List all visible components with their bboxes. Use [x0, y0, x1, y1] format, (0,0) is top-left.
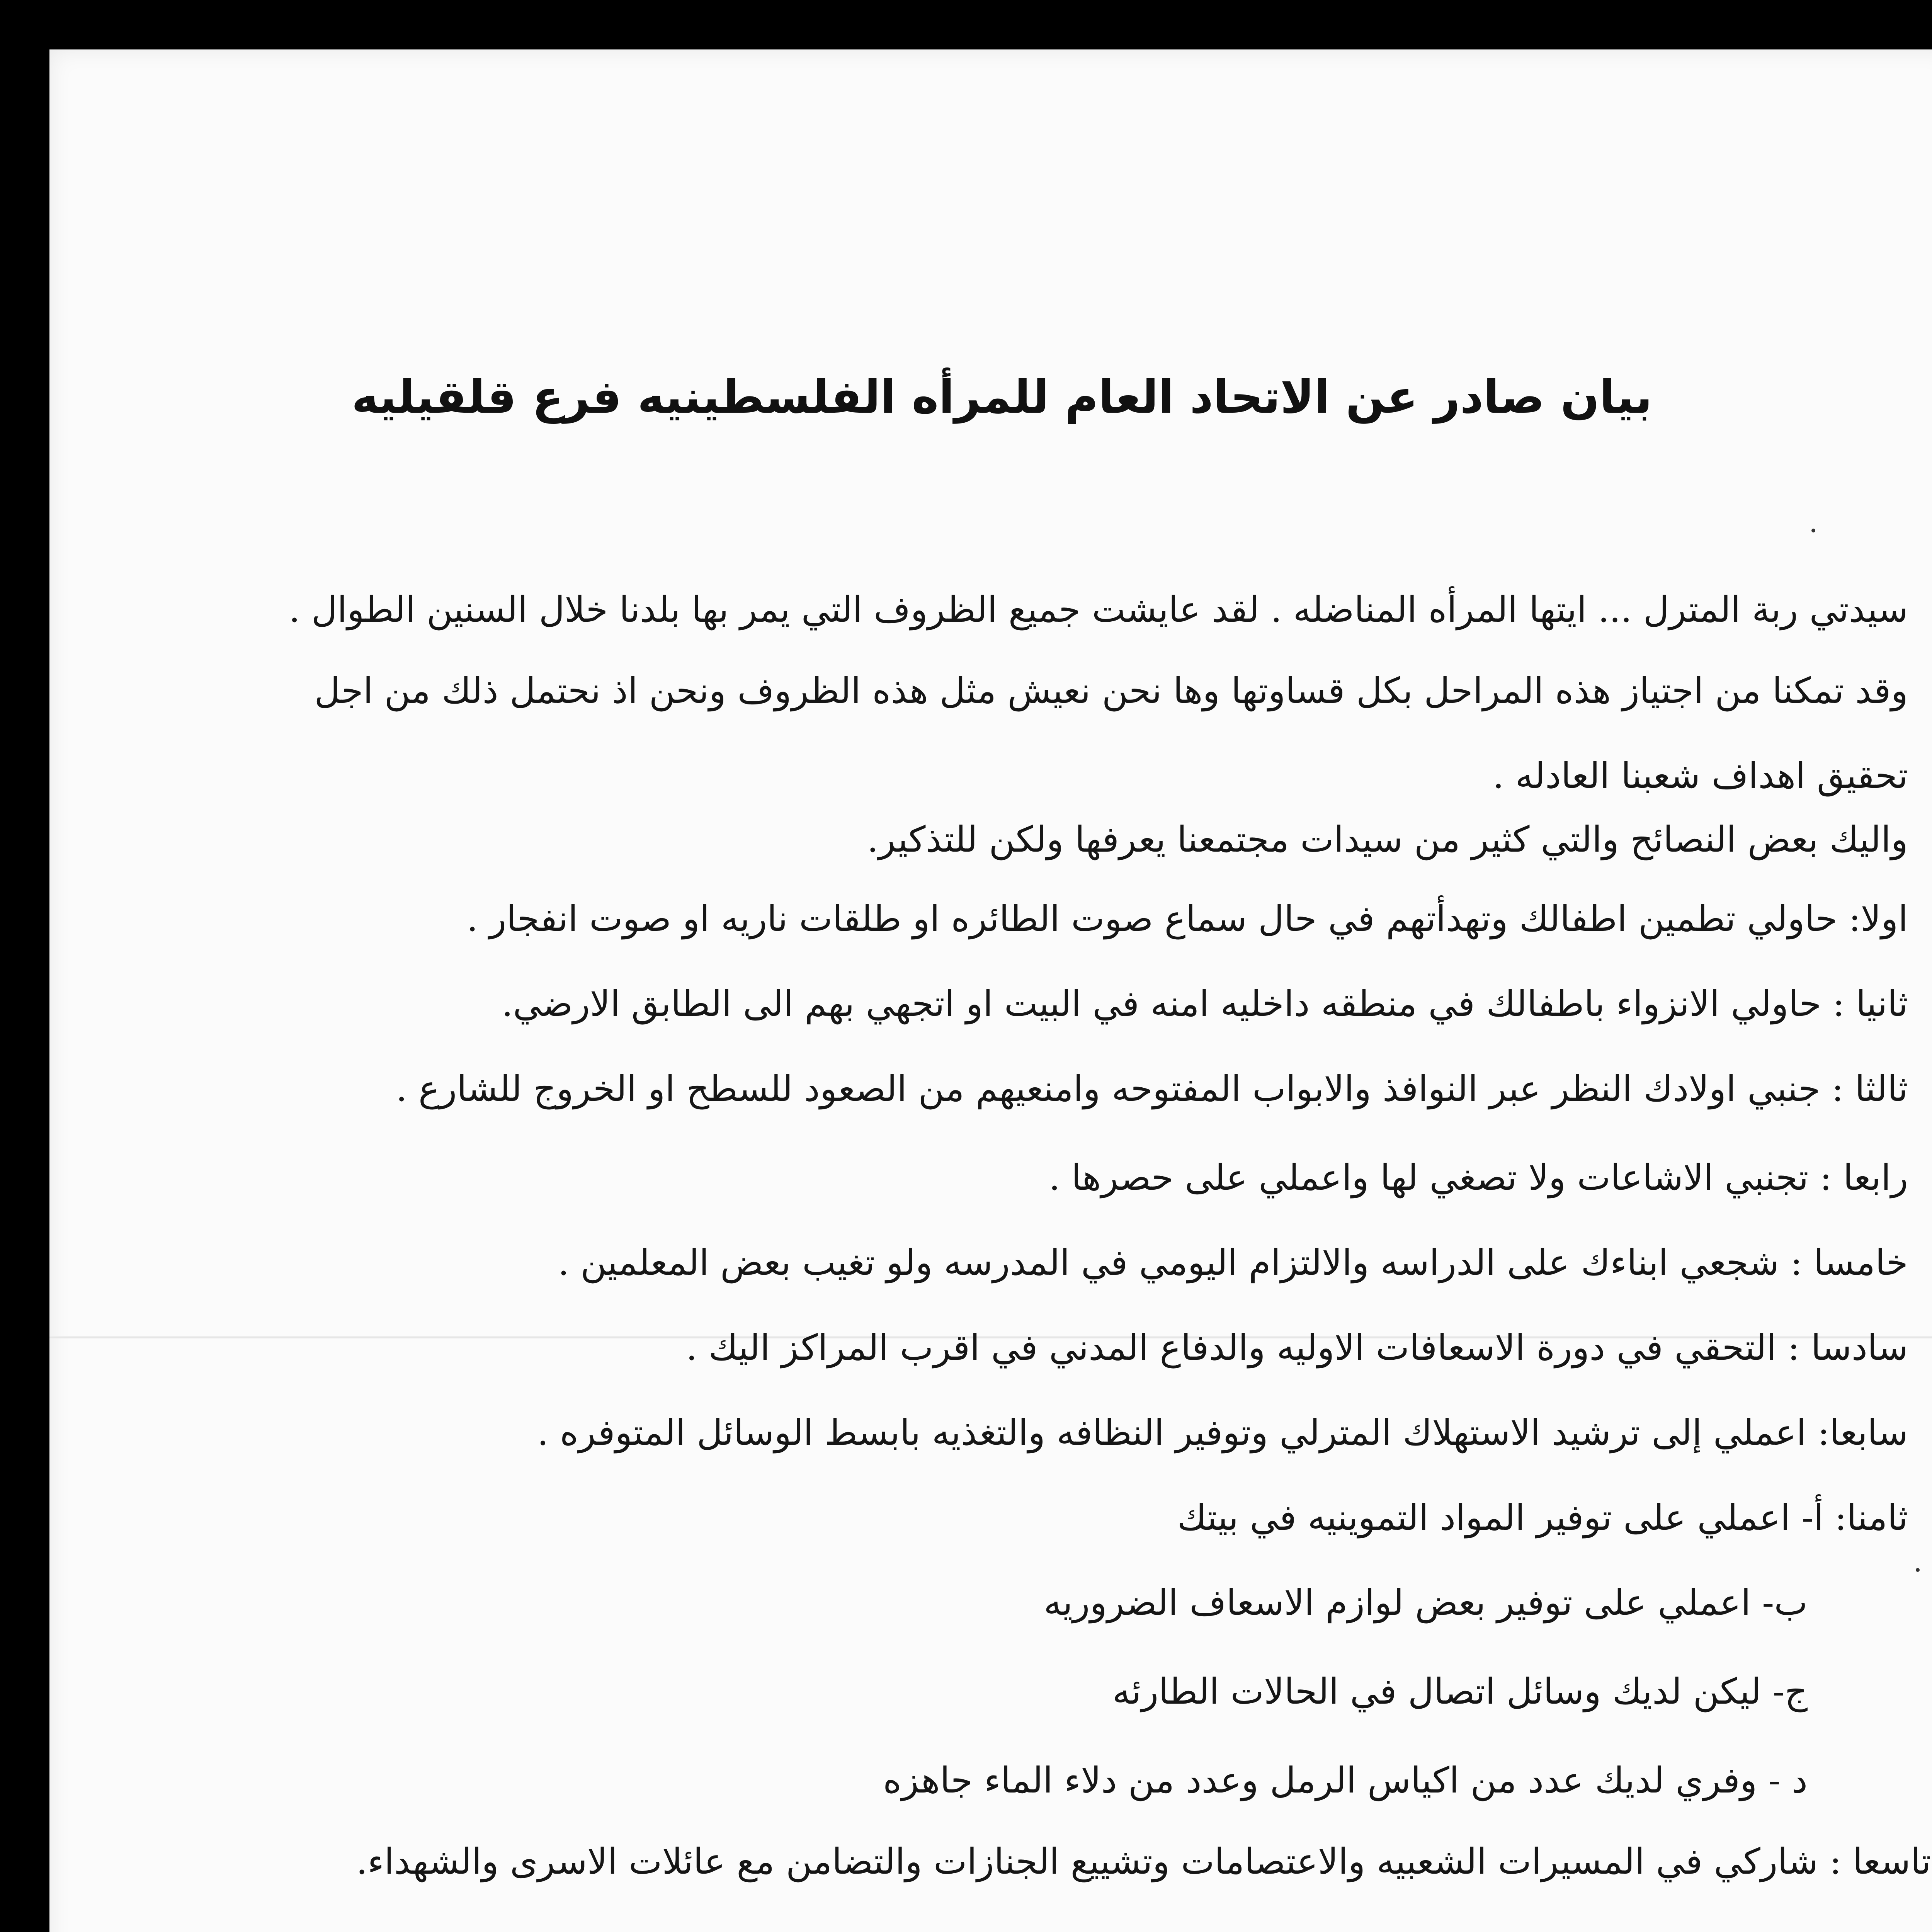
paragraph-line: وقد تمكنا من اجتياز هذه المراحل بكل قساوتها وها نحن نعيش مثل هذه الظروف ونحن اذ نحتمل ذلك من اجل — [314, 670, 1908, 711]
document-title: بيان صادر عن الاتحاد العام للمرأه الفلسطينيه فرع قلقيليه — [351, 370, 1653, 423]
list-item: سابعا: اعملي إلى ترشيد الاستهلاك المترلي وتوفير النظافه والتغذيه بابسط الوسائل المتوفره . — [537, 1412, 1908, 1453]
list-item: ثالثا : جنبي اولادك النظر عبر النوافذ والابواب المفتوحه وامنعيهم من الصعود للسطح او الخروج للشارع . — [396, 1068, 1908, 1109]
ink-speck — [1916, 1568, 1920, 1572]
list-item: سادسا : التحقي في دورة الاسعافات الاوليه والدفاع المدني في اقرب المراكز اليك . — [686, 1327, 1908, 1368]
paragraph-line: تحقيق اهداف شعبنا العادله . — [1493, 755, 1908, 796]
sub-item: ب- اعملي على توفير بعض لوازم الاسعاف الضروريه — [1044, 1582, 1808, 1623]
list-item: ثامنا: أ- اعملي على توفير المواد التموينيه في بيتك — [1177, 1497, 1908, 1538]
list-item: خامسا : شجعي ابناءك على الدراسه والالتزام اليومي في المدرسه ولو تغيب بعض المعلمين . — [558, 1242, 1908, 1283]
list-item: ثانيا : حاولي الانزواء باطفالك في منطقه داخليه امنه في البيت او اتجهي بهم الى الطابق الارضي. — [502, 983, 1908, 1024]
list-item: رابعا : تجنبي الاشاعات ولا تصغي لها واعملي على حصرها . — [1049, 1157, 1908, 1198]
list-item: اولا: حاولي تطمين اطفالك وتهدأتهم في حال سماع صوت الطائره او طلقات ناريه او صوت انفجار . — [466, 898, 1908, 939]
paragraph-line: واليك بعض النصائح والتي كثير من سيدات مجتمعنا يعرفها ولكن للتذكير. — [867, 819, 1908, 860]
sub-item: ج- ليكن لديك وسائل اتصال في الحالات الطارئه — [1112, 1671, 1808, 1712]
list-item: تاسعا : شاركي في المسيرات الشعبيه والاعتصامات وتشييع الجنازات والتضامن مع عائلات الاسرى والشهداء. — [356, 1841, 1931, 1882]
document-page — [49, 49, 1932, 1932]
ink-speck — [1811, 529, 1815, 532]
paragraph-line: سيدتي ربة المترل ... ايتها المرأه المناضله . لقد عايشت جميع الظروف التي يمر بها بلدنا خلال السنين الطوال . — [289, 589, 1908, 630]
sub-item: د - وفري لديك عدد من اكياس الرمل وعدد من دلاء الماء جاهزه — [883, 1760, 1808, 1801]
